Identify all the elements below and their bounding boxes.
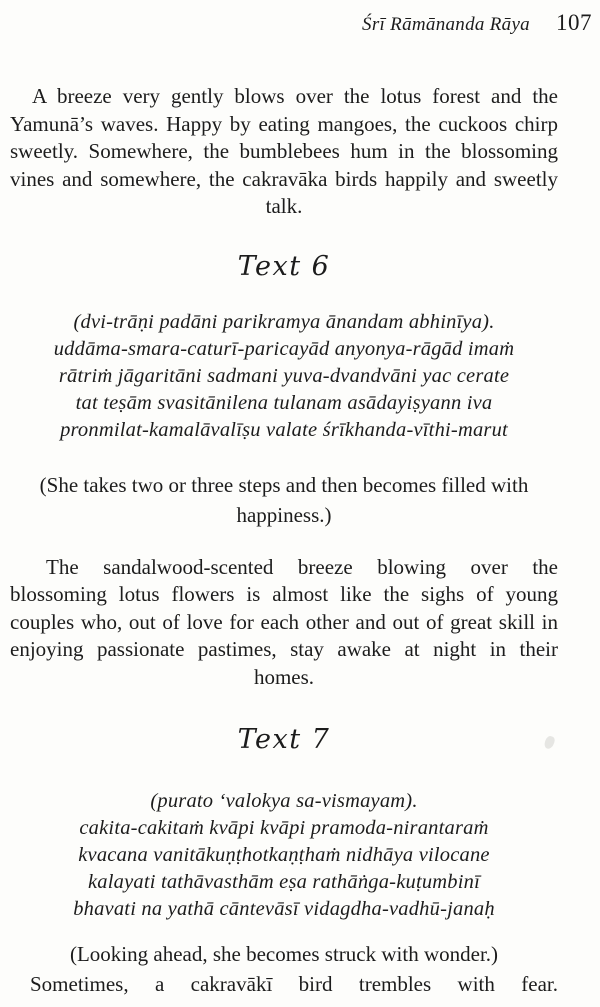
page-number: 107 [556,10,592,35]
paragraph-translation-text-6: The sandalwood-scented breeze blowing over the blossoming lotus flowers is almost like the sighs of young couples who, out of love for each other and out of great skill in enjoying passionate pastimes, stay awake at night in their homes. [10,554,558,689]
verse-line: uddāma-smara-caturī-paricayād anyonya-rāgād imaṁ [53,337,515,360]
stage-direction-text-7: (Looking ahead, she becomes struck with wonder.) [69,942,499,966]
verse-line: bhavati na yathā cāntevāsī vidagdha-vadhū-janaḥ [73,898,495,920]
running-head-title: Śrī Rāmānanda Rāya [362,14,530,35]
sanskrit-verse-text-7 [10,788,558,923]
verse-line: pronmilat-kamalāvalīṣu valate śrīkhanda-vīthi-marut [60,418,508,441]
paragraph-translation-text-7-first-line: Sometimes, a cakravākī bird trembles with fear. [30,972,558,996]
verse-line: kvacana vanitākuṇṭhotkaṇṭhaṁ nidhāya vilocane [78,844,490,866]
section-heading-text-6: Text 6 [237,250,331,282]
running-head [10,10,592,36]
section-heading-text-7: Text 7 [237,724,331,755]
stage-direction-text-6: (She takes two or three steps and then becomes filled with happiness.) [39,472,529,527]
sanskrit-verse-text-6 [10,309,558,444]
verse-line: cakita-cakitaṁ kvāpi kvāpi pramoda-nirantaraṁ [79,817,489,839]
verse-line: (dvi-trāṇi padāni parikramya ānandam abhinīya). [73,310,495,333]
verse-line: tat teṣām svasitānilena tulanam asādayiṣyann iva [75,391,493,414]
paragraph-translation-text5: A breeze very gently blows over the lotus forest and the Yamunā’s waves. Happy by eating mangoes, the cuckoos chirp sweetly. Somewhere, the bumblebees hum in the blossoming vines and somewhere, the cakravāka birds happily and sweetly talk. [10,84,558,218]
verse-line: (purato ‘valokya sa-vismayam). [150,790,418,812]
verse-line: kalayati tathāvasthām eṣa rathāṅga-kuṭumbinī [88,871,480,893]
verse-line: rātriṁ jāgaritāni sadmani yuva-dvandvāni yac cerate [58,364,510,387]
